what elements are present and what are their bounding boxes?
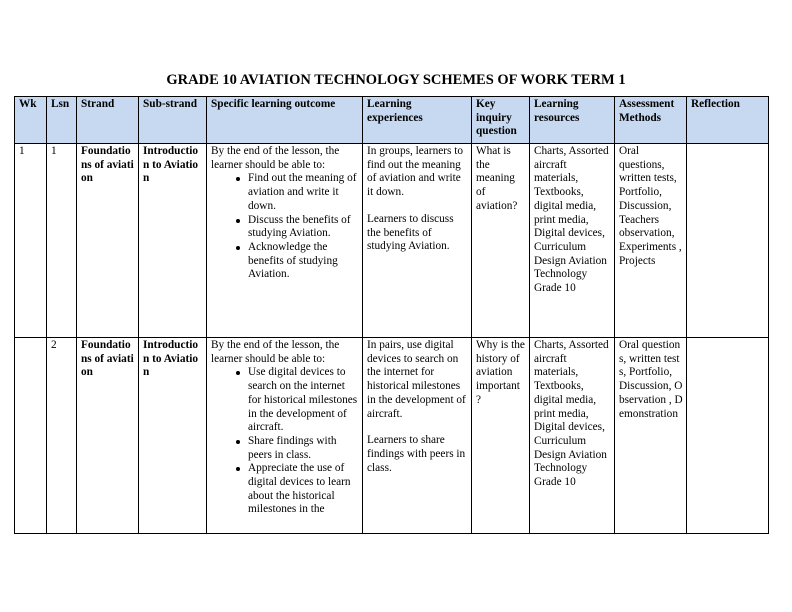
cell-inquiry: Why is the history of aviation important ? (472, 338, 530, 534)
header-reflection: Reflection (687, 97, 769, 144)
list-item: Acknowledge the benefits of studying Aviation. (248, 241, 359, 282)
cell-resources: Charts, Assorted aircraft materials, Textbooks, digital media, print media, Digital devices, Curriculum Design Aviation Technology Grade 10 (530, 144, 615, 338)
cell-wk: 1 (15, 144, 47, 338)
table-row (15, 338, 769, 534)
cell-assessment: Oral questions, written tests, Portfolio, Discussion, Teachers observation, Experiments , Projects (615, 144, 687, 338)
cell-substrand: Introduction to Aviation (139, 144, 207, 338)
header-substrand: Sub-strand (139, 97, 207, 144)
cell-wk (15, 338, 47, 534)
header-row (15, 97, 769, 144)
header-lsn: Lsn (47, 97, 77, 144)
cell-lsn: 1 (47, 144, 77, 338)
schemes-of-work-table (14, 96, 769, 534)
header-resources: Learning resources (530, 97, 615, 144)
header-outcome: Specific learning outcome (207, 97, 363, 144)
header-inquiry: Key inquiry question (472, 97, 530, 144)
header-assessment: Assessment Methods (615, 97, 687, 144)
cell-experiences (363, 144, 472, 338)
header-wk: Wk (15, 97, 47, 144)
cell-strand: Foundations of aviation (77, 144, 139, 338)
cell-substrand: Introduction to Aviation (139, 338, 207, 534)
header-strand: Strand (77, 97, 139, 144)
cell-outcome (207, 144, 363, 338)
experience-text: In pairs, use digital devices to search on the internet for historical milestones in the development of aircraft. (367, 339, 466, 420)
list-item: Discuss the benefits of studying Aviation. (248, 214, 359, 241)
experience-text: In groups, learners to find out the meaning of aviation and write it down. (367, 145, 463, 199)
cell-resources: Charts, Assorted aircraft materials, Textbooks, digital media, print media, Digital devices, Curriculum Design Aviation Technology Grade 10 (530, 338, 615, 534)
cell-reflection (687, 338, 769, 534)
cell-lsn: 2 (47, 338, 77, 534)
outcome-intro: By the end of the lesson, the learner should be able to: (211, 339, 340, 365)
cell-strand: Foundations of aviation (77, 338, 139, 534)
page-title: GRADE 10 AVIATION TECHNOLOGY SCHEMES OF WORK TERM 1 (166, 72, 626, 88)
table-row (15, 144, 769, 338)
outcome-list (211, 366, 359, 517)
header-experiences: Learning experiences (363, 97, 472, 144)
cell-assessment: Oral questions, written tests, Portfolio, Discussion, Observation , Demonstration (615, 338, 687, 534)
outcome-list (211, 172, 359, 282)
cell-experiences (363, 338, 472, 534)
outcome-intro: By the end of the lesson, the learner should be able to: (211, 145, 340, 171)
experience-text: Learners to discuss the benefits of studying Aviation. (367, 212, 454, 253)
list-item: Use digital devices to search on the internet for historical milestones in the development of aircraft. (248, 366, 358, 434)
list-item: Appreciate the use of digital devices to learn about the historical milestones in the (248, 462, 359, 517)
cell-inquiry: What is the meaning of aviation? (472, 144, 530, 338)
experience-text: Learners to share findings with peers in class. (367, 434, 466, 474)
cell-outcome (207, 338, 363, 534)
list-item: Find out the meaning of aviation and write it down. (248, 172, 359, 213)
cell-reflection (687, 144, 769, 338)
list-item: Share findings with peers in class. (248, 435, 359, 462)
